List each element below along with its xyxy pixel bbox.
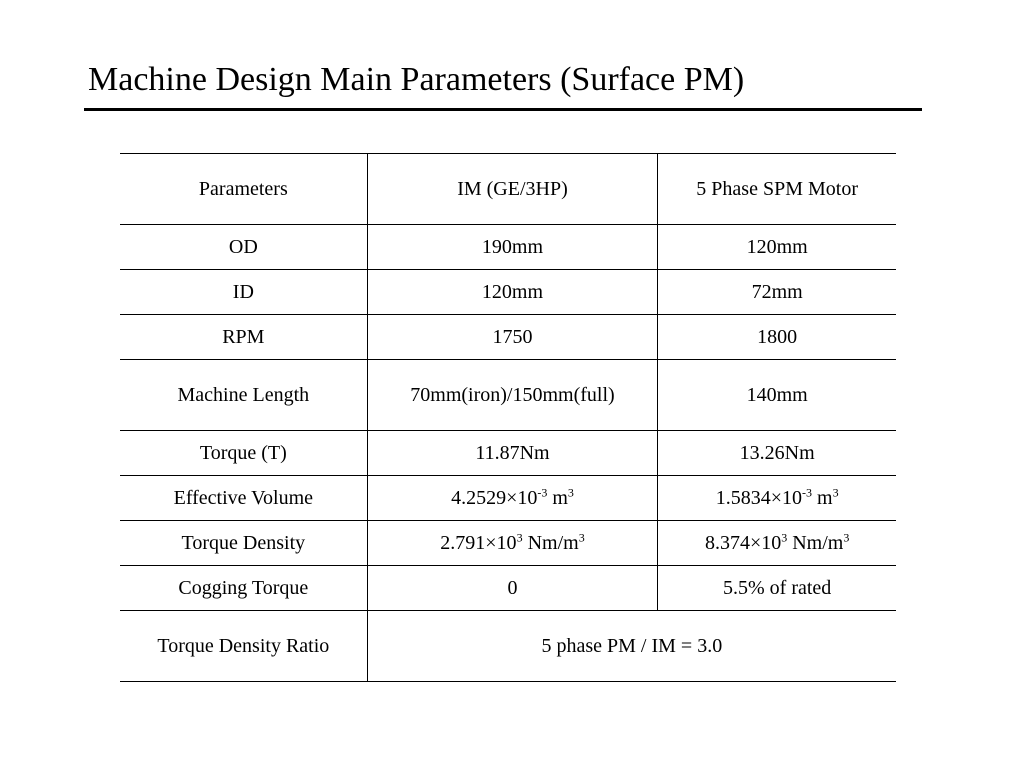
value-unit: m bbox=[547, 486, 568, 509]
cell-spm: 140mm bbox=[658, 360, 896, 431]
table-row-od bbox=[120, 225, 896, 270]
unit-exponent: 3 bbox=[578, 529, 585, 544]
header-im: IM (GE/3HP) bbox=[367, 154, 658, 225]
cell-im: 1750 bbox=[367, 315, 658, 360]
value-exponent: -3 bbox=[537, 484, 548, 499]
cell-im: 190mm bbox=[367, 225, 658, 270]
value-exponent: 3 bbox=[781, 529, 788, 544]
table-row-effective-volume bbox=[120, 476, 896, 521]
table-row-torque bbox=[120, 431, 896, 476]
row-label: RPM bbox=[120, 315, 367, 360]
table-row-rpm bbox=[120, 315, 896, 360]
cell-im: 120mm bbox=[367, 270, 658, 315]
cell-spm: 5.5% of rated bbox=[658, 566, 896, 611]
unit-exponent: 3 bbox=[843, 529, 850, 544]
header-parameters: Parameters bbox=[120, 154, 367, 225]
value-unit: Nm/m bbox=[522, 531, 579, 554]
row-label: Torque Density bbox=[120, 521, 367, 566]
parameters-table bbox=[120, 153, 896, 682]
value-unit: m bbox=[812, 486, 833, 509]
cell-ratio-value: 5 phase PM / IM = 3.0 bbox=[367, 611, 896, 682]
row-label: ID bbox=[120, 270, 367, 315]
cell-im: 0 bbox=[367, 566, 658, 611]
row-label: OD bbox=[120, 225, 367, 270]
row-label: Torque (T) bbox=[120, 431, 367, 476]
cell-im: 11.87Nm bbox=[367, 431, 658, 476]
value-base: 1.5834×10 bbox=[715, 486, 802, 509]
value-exponent: -3 bbox=[802, 484, 812, 499]
table-row-machine-length bbox=[120, 360, 896, 431]
row-label: Effective Volume bbox=[120, 476, 367, 521]
cell-spm: 120mm bbox=[658, 225, 896, 270]
table-row-torque-density-ratio bbox=[120, 611, 896, 682]
table-row-torque-density bbox=[120, 521, 896, 566]
table-header-row bbox=[120, 154, 896, 225]
unit-exponent: 3 bbox=[832, 484, 839, 499]
cell-spm bbox=[658, 521, 896, 566]
value-base: 2.791×10 bbox=[440, 531, 517, 554]
table-row-id bbox=[120, 270, 896, 315]
title-underline bbox=[84, 108, 922, 111]
cell-spm: 72mm bbox=[658, 270, 896, 315]
page-title: Machine Design Main Parameters (Surface PM) bbox=[88, 61, 745, 98]
cell-im bbox=[367, 521, 658, 566]
value-unit: Nm/m bbox=[787, 531, 844, 554]
row-label: Cogging Torque bbox=[120, 566, 367, 611]
table-row-cogging-torque bbox=[120, 566, 896, 611]
cell-spm bbox=[658, 476, 896, 521]
cell-spm: 1800 bbox=[658, 315, 896, 360]
row-label: Torque Density Ratio bbox=[120, 611, 367, 682]
value-base: 4.2529×10 bbox=[451, 486, 538, 509]
header-spm: 5 Phase SPM Motor bbox=[658, 154, 896, 225]
unit-exponent: 3 bbox=[567, 484, 574, 499]
cell-im: 70mm(iron)/150mm(full) bbox=[367, 360, 658, 431]
cell-spm: 13.26Nm bbox=[658, 431, 896, 476]
value-exponent: 3 bbox=[516, 529, 523, 544]
row-label: Machine Length bbox=[120, 360, 367, 431]
cell-im bbox=[367, 476, 658, 521]
value-base: 8.374×10 bbox=[704, 531, 782, 554]
